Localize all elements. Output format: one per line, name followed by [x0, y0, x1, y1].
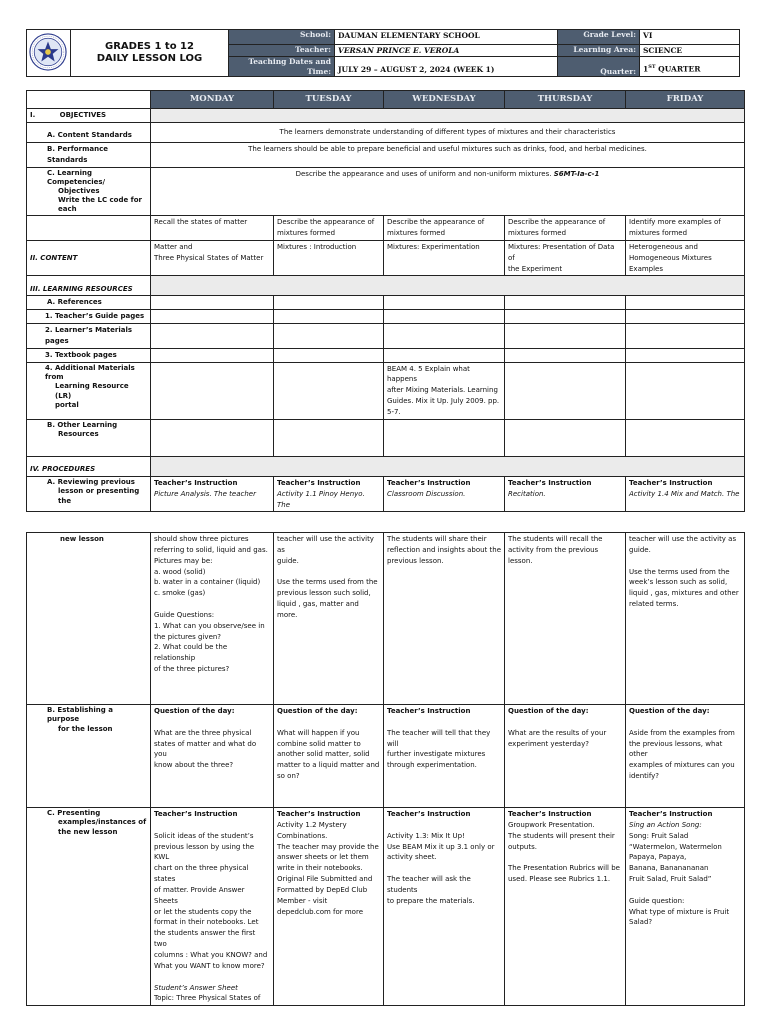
dates-label-line-1: Teaching Dates and	[248, 57, 331, 67]
quarter-number: 1	[643, 64, 649, 74]
performance-standards-text: The learners should be able to prepare beneficial and useful mixtures such as drinks, food, and herbal medicines.	[151, 143, 745, 168]
presenting-label-1: C. Presenting	[47, 809, 101, 817]
reviewing-label-1: A. Reviewing previous	[47, 477, 135, 486]
purpose-tuesday	[274, 705, 384, 808]
reviewing-label-2: lesson or presenting the	[58, 487, 140, 505]
content-thursday-2: the Experiment	[508, 264, 563, 273]
procedures-label: IV. PROCEDURES	[27, 456, 151, 476]
b-tue-line: combine solid matter to	[277, 739, 361, 748]
materials-wed-3: Guides. Mix it Up. July 2009. pp.	[387, 397, 500, 406]
additional-materials-2: Learning Resource (LR)	[55, 382, 129, 400]
tg-pages-label: 1. Teacher’s Guide pages	[27, 310, 151, 324]
b-tue-line: so on?	[277, 772, 300, 781]
day-friday: FRIDAY	[626, 91, 745, 109]
obj-monday-1: Recall the states of matter	[154, 218, 248, 227]
competencies-label	[27, 167, 151, 215]
a-mon-line	[154, 599, 270, 610]
daily-objectives-label	[27, 216, 151, 241]
purpose-label	[27, 705, 151, 808]
content-monday-1: Matter and	[154, 242, 193, 251]
b-fri-line: Aside from the examples from	[629, 728, 735, 737]
presenting-thursday	[505, 808, 626, 1006]
reviewing-label	[27, 476, 151, 512]
c-fri-line: Song: Fruit Salad	[629, 831, 689, 840]
purpose-thursday	[505, 705, 626, 808]
a-fri-line: teacher will use the activity as	[629, 535, 737, 543]
procedures-blank	[151, 456, 745, 476]
purpose-wed-head: Teacher’s Instruction	[387, 707, 471, 715]
a-tue-line: guide.	[277, 556, 299, 565]
c-fri-line	[629, 885, 741, 896]
other-resources-1: B. Other Learning	[47, 420, 118, 429]
obj-thursday-2: mixtures formed	[508, 229, 567, 238]
lesson-table-page-1	[26, 90, 745, 512]
teacher-label: Teacher:	[229, 45, 335, 57]
review-fri-ti: Teacher’s Instruction	[629, 478, 713, 487]
obj-monday	[151, 216, 274, 241]
title-line-2: DAILY LESSON LOG	[96, 53, 203, 65]
header-table	[26, 29, 740, 77]
presenting-label	[27, 808, 151, 1006]
a-wed-line: The students will share their	[387, 535, 487, 543]
review-mon-ti: Teacher’s Instruction	[154, 478, 238, 487]
presenting-label-3: the new lesson	[58, 827, 118, 836]
review-mon-top: Picture Analysis. The teacher	[154, 489, 256, 498]
competencies-label-1: C. Learning Competencies/	[47, 168, 106, 186]
a-tue-line	[277, 567, 380, 578]
other-resources-2: Resources	[58, 430, 99, 439]
day-monday: MONDAY	[151, 91, 274, 109]
a-mon-line: referring to solid, liquid and gas.	[154, 545, 268, 554]
title-line-1: GRADES 1 to 12	[105, 40, 194, 52]
present-tue-head: Teacher’s Instruction	[277, 810, 361, 818]
presenting-monday	[151, 808, 274, 1006]
teacher-value: VERSAN PRINCE E. VEROLA	[335, 45, 558, 57]
b-thu-line: experiment yesterday?	[508, 739, 589, 748]
c-mon-line: of matter. Provide Answer Sheets	[154, 885, 245, 905]
performance-standards-label: B. Performance Standards	[27, 143, 151, 168]
c-mon-line	[154, 972, 270, 983]
b-thu-line: What are the results of your	[508, 728, 607, 737]
purpose-mon-head: Question of the day:	[154, 707, 235, 715]
c-wed-line: Activity 1.3: Mix It Up!	[387, 831, 465, 840]
competencies-label-4: each	[58, 205, 77, 214]
b-wed-line: through experimentation.	[387, 761, 477, 770]
purpose-label-1: B. Establishing a purpose	[47, 706, 113, 724]
quarter-label: Quarter:	[558, 57, 640, 77]
c-mon-line: Solicit ideas of the student’s	[154, 831, 254, 840]
area-value: SCIENCE	[640, 45, 740, 57]
c-wed-line: The teacher will ask the students	[387, 875, 471, 894]
resources-blank	[151, 276, 745, 296]
review-wednesday	[384, 533, 505, 705]
c-mon-line: columns : What you KNOW? and	[154, 950, 268, 959]
a-wed-line: previous lesson.	[387, 556, 444, 565]
presenting-tuesday	[274, 808, 384, 1006]
review-friday-top	[626, 476, 745, 512]
review-thursday	[505, 533, 626, 705]
c-fri-line: Papaya, Papaya,	[629, 853, 687, 862]
grade-label: Grade Level:	[558, 30, 640, 45]
content-friday-3: Examples	[629, 264, 664, 273]
purpose-monday	[151, 705, 274, 808]
review-wed-ti: Teacher’s Instruction	[387, 478, 471, 487]
review-tue-ti: Teacher’s Instruction	[277, 478, 361, 487]
additional-materials-3: portal	[55, 401, 79, 410]
a-mon-line: 1. What can you observe/see in	[154, 621, 265, 630]
quarter-superscript: ST	[648, 64, 656, 71]
content-thursday-1: Mixtures: Presentation of Data of	[508, 242, 615, 262]
a-tue-line: Use the terms used from the	[277, 578, 378, 587]
dates-value: JULY 29 – AUGUST 2, 2024 (WEEK 1)	[335, 57, 558, 77]
b-tue-line: matter to a liquid matter and	[277, 761, 380, 770]
lm-pages-label: 2. Learner’s Materials pages	[27, 324, 151, 349]
b-fri-line: the previous lessons, what other	[629, 739, 723, 759]
materials-wednesday	[384, 362, 505, 419]
c-mon-line: or let the students copy the	[154, 907, 252, 916]
a-mon-line: the pictures given?	[154, 632, 222, 641]
a-tue-line: previous lesson such solid,	[277, 589, 371, 598]
review-thu-top: Recitation.	[508, 489, 546, 498]
a-wed-line: reflection and insights about the	[387, 545, 502, 554]
c-thu-line: used. Please see Rubrics 1.1.	[508, 875, 611, 884]
c-thu-line: The Presentation Rubrics will be	[508, 864, 620, 873]
b-wed-line: further investigate mixtures	[387, 750, 486, 759]
present-mon-italic: Student’s Answer Sheet	[154, 983, 238, 992]
review-monday	[151, 533, 274, 705]
review-tuesday	[274, 533, 384, 705]
c-mon-line: chart on the three physical states	[154, 864, 249, 884]
c-thu-line: outputs.	[508, 842, 537, 851]
purpose-wednesday	[384, 705, 505, 808]
present-thu-head: Teacher’s Instruction	[508, 810, 592, 818]
obj-friday-2: mixtures formed	[629, 229, 688, 238]
obj-tuesday-1: Describe the appearance of	[277, 218, 375, 227]
a-mon-line: of the three pictures?	[154, 665, 230, 674]
obj-tuesday-2: mixtures formed	[277, 229, 336, 238]
presenting-wednesday	[384, 808, 505, 1006]
purpose-tue-head: Question of the day:	[277, 707, 358, 715]
c-tue-line: Combinations.	[277, 831, 328, 840]
c-thu-line: Groupwork Presentation.	[508, 820, 595, 829]
content-tuesday	[274, 240, 384, 276]
school-value: DAUMAN ELEMENTARY SCHOOL	[335, 30, 558, 45]
quarter-value	[640, 57, 740, 77]
a-thu-line: The students will recall the	[508, 535, 603, 543]
c-wed-line	[387, 863, 501, 874]
competencies-label-2: Objectives	[58, 186, 100, 195]
obj-thursday-1: Describe the appearance of	[508, 218, 606, 227]
a-fri-line	[629, 556, 741, 567]
c-fri-line: Banana, Bananananan	[629, 864, 709, 873]
review-wed-top: Classroom Discussion.	[387, 489, 466, 498]
a-thu-line: activity from the previous lesson.	[508, 545, 599, 565]
materials-wed-4: 5-7.	[387, 407, 401, 416]
lc-code: S6MT-Ia-c-1	[553, 169, 600, 178]
purpose-thu-head: Question of the day:	[508, 707, 589, 715]
b-mon-line: states of matter and what do you	[154, 739, 257, 759]
review-monday-top	[151, 476, 274, 512]
c-fri-line: “Watermelon, Watermelon	[629, 842, 722, 851]
c-tue-line: The teacher may provide the	[277, 842, 379, 851]
a-mon-line: Guide Questions:	[154, 610, 215, 619]
purpose-friday	[626, 705, 745, 808]
resources-label: III. LEARNING RESOURCES	[27, 276, 151, 296]
content-thursday	[505, 240, 626, 276]
corner-cell	[27, 91, 151, 109]
c-mon-line: format in their notebooks. Let	[154, 918, 259, 927]
b-tue-line: What will happen if you	[277, 728, 360, 737]
a-fri-line: liquid , gas, mixtures and other	[629, 589, 739, 598]
obj-wednesday-2: mixtures formed	[387, 229, 446, 238]
competencies-label-3: Write the LC code for	[58, 195, 142, 204]
review-fri-top: Activity 1.4 Mix and Match. The	[629, 489, 740, 498]
obj-wednesday	[384, 216, 505, 241]
present-mon-last: Topic: Three Physical States of	[154, 994, 261, 1003]
c-thu-line	[508, 852, 622, 863]
c-wed-line: Use BEAM Mix it up 3.1 only or	[387, 842, 495, 851]
deped-seal-icon	[29, 33, 67, 71]
a-fri-line: Use the terms used from the	[629, 567, 730, 576]
school-label: School:	[229, 30, 335, 45]
day-header-row	[27, 91, 745, 109]
a-mon-line: c. smoke (gas)	[154, 589, 206, 598]
b-wed-line: The teacher will tell that they will	[387, 728, 491, 748]
present-fri-italic: Sing an Action Song:	[629, 820, 702, 829]
content-standards-text: The learners demonstrate understanding of different types of mixtures and their characteristics	[151, 123, 745, 143]
area-label: Learning Area:	[558, 45, 640, 57]
c-tue-line: write in their notebooks.	[277, 864, 363, 873]
review-wednesday-top	[384, 476, 505, 512]
content-tuesday-1: Mixtures : Introduction	[277, 242, 357, 251]
c-tue-line: Member - visit	[277, 896, 328, 905]
obj-wednesday-1: Describe the appearance of	[387, 218, 485, 227]
c-tue-line: Formatted by DepEd Club	[277, 885, 368, 894]
b-fri-line: examples of mixtures can you	[629, 761, 735, 770]
a-mon-line: a. wood (solid)	[154, 567, 206, 576]
a-mon-line: b. water in a container (liquid)	[154, 578, 261, 587]
a-tue-line: teacher will use the activity as	[277, 535, 374, 554]
purpose-label-2: for the lesson	[58, 724, 113, 733]
review-friday	[626, 533, 745, 705]
grade-value: VI	[640, 30, 740, 45]
obj-friday-1: Identify more examples of	[629, 218, 721, 227]
c-tue-line: Original File Submitted and	[277, 875, 373, 884]
content-wednesday	[384, 240, 505, 276]
a-mon-line: 2. What could be the relationship	[154, 643, 228, 663]
content-friday-1: Heterogeneous and	[629, 242, 698, 251]
c-mon-line: What you WANT to know more?	[154, 961, 265, 970]
references-label: A. References	[27, 296, 151, 310]
review-tuesday-top	[274, 476, 384, 512]
obj-thursday	[505, 216, 626, 241]
additional-materials-1: 4. Additional Materials from	[45, 363, 135, 382]
present-fri-head: Teacher’s Instruction	[629, 810, 713, 818]
c-fri-line: What type of mixture is Fruit	[629, 907, 730, 916]
a-tue-line: liquid , gas, matter and more.	[277, 600, 359, 619]
content-friday-2: Homogeneous Mixtures	[629, 253, 712, 262]
c-tue-line: Activity 1.2 Mystery	[277, 820, 347, 829]
c-fri-line: Fruit Salad, Fruit Salad”	[629, 875, 712, 884]
c-thu-line: The students will present their	[508, 831, 615, 840]
textbook-pages-label: 3. Textbook pages	[27, 348, 151, 362]
b-tue-line: another solid matter, solid	[277, 750, 370, 759]
c-wed-line: to prepare the materials.	[387, 896, 475, 905]
log-title	[71, 30, 229, 77]
day-thursday: THURSDAY	[505, 91, 626, 109]
lesson-table-page-2	[26, 532, 745, 1006]
content-monday-2: Three Physical States of Matter	[154, 253, 264, 262]
objectives-blank	[151, 109, 745, 123]
obj-tuesday	[274, 216, 384, 241]
a-mon-line: should show three pictures	[154, 535, 249, 543]
a-mon-line: Pictures may be:	[154, 556, 213, 565]
review-thu-ti: Teacher’s Instruction	[508, 478, 592, 487]
c-mon-line: the students answer the first two	[154, 929, 256, 949]
b-mon-line: What are the three physical	[154, 728, 252, 737]
objectives-heading: I. OBJECTIVES	[27, 109, 151, 123]
presenting-label-2: examples/instances of	[58, 818, 147, 827]
other-resources-label	[27, 419, 151, 456]
content-friday	[626, 240, 745, 276]
dates-label	[229, 57, 335, 77]
review-thursday-top	[505, 476, 626, 512]
additional-materials-label	[27, 362, 151, 419]
a-fri-line: week’s lesson such as solid,	[629, 578, 728, 587]
obj-friday	[626, 216, 745, 241]
day-wednesday: WEDNESDAY	[384, 91, 505, 109]
c-fri-line: Salad?	[629, 918, 653, 927]
c-tue-line: depedclub.com for more	[277, 907, 363, 916]
content-label: II. CONTENT	[27, 240, 151, 276]
content-wednesday-1: Mixtures: Experimentation	[387, 242, 480, 251]
day-tuesday: TUESDAY	[274, 91, 384, 109]
content-monday	[151, 240, 274, 276]
materials-wed-1: BEAM 4. 5 Explain what happens	[387, 364, 470, 384]
competencies-text	[151, 167, 745, 215]
c-mon-line: previous lesson by using the KWL	[154, 842, 255, 862]
competencies-description: Describe the appearance and uses of uniform and non-uniform mixtures.	[295, 169, 554, 178]
presenting-friday	[626, 808, 745, 1006]
review-tue-top: Activity 1.1 Pinoy Henyo. The	[277, 489, 365, 509]
present-wed-head: Teacher’s Instruction	[387, 810, 471, 818]
a-fri-line: guide.	[629, 545, 651, 554]
materials-wed-2: after Mixing Materials. Learning	[387, 386, 498, 395]
c-tue-line: answer sheets or let them	[277, 853, 369, 862]
c-fri-line: Guide question:	[629, 896, 685, 905]
c-wed-line: activity sheet.	[387, 853, 437, 862]
a-fri-line: related terms.	[629, 600, 679, 609]
dates-label-line-2: Time:	[307, 66, 331, 76]
deped-seal-cell	[27, 30, 71, 77]
quarter-text: QUARTER	[655, 64, 701, 74]
content-standards-label: A. Content Standards	[27, 123, 151, 143]
present-mon-head: Teacher’s Instruction	[154, 810, 238, 818]
purpose-fri-head: Question of the day:	[629, 707, 710, 715]
b-fri-line: identify?	[629, 772, 660, 781]
b-mon-line: know about the three?	[154, 761, 234, 770]
reviewing-label-cont: new lesson	[27, 533, 151, 705]
